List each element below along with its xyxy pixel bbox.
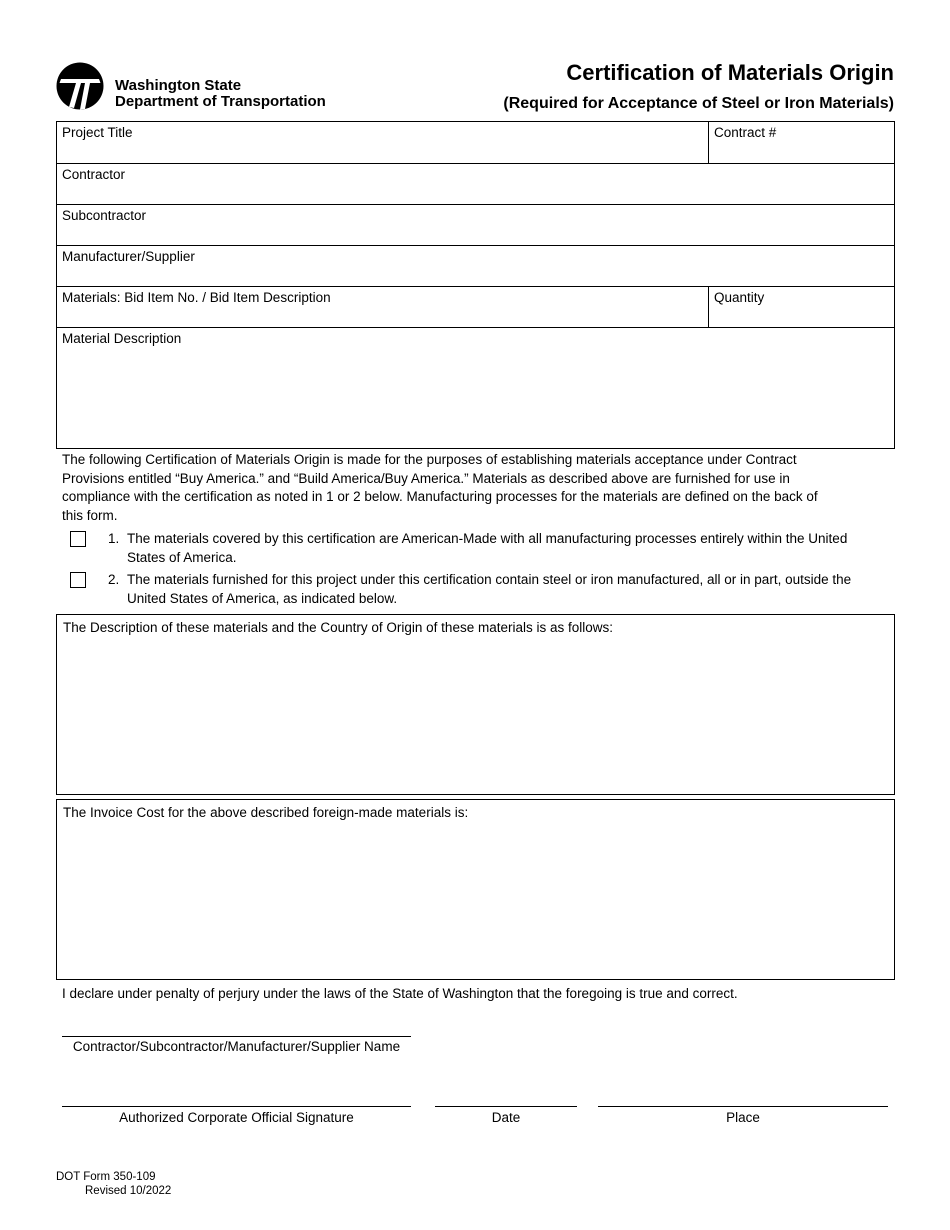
- organization-name-line2: Department of Transportation: [115, 93, 326, 110]
- description-origin-label: The Description of these materials and the Country of Origin of these materials is as follows:: [63, 620, 613, 635]
- wsdot-logo-icon: [56, 62, 104, 110]
- option-1-text: [127, 529, 887, 567]
- option-line: United States of America, as indicated below.: [127, 591, 398, 606]
- certification-intro: [62, 451, 862, 525]
- invoice-cost-field[interactable]: [56, 799, 895, 980]
- option-line: The materials covered by this certification are American-Made with all manufacturing processes entirely within the United: [127, 531, 848, 546]
- contract-number-label: Contract #: [714, 125, 777, 140]
- material-description-field[interactable]: [57, 328, 894, 448]
- option-2-checkbox[interactable]: [70, 572, 86, 588]
- date-line[interactable]: [435, 1106, 577, 1107]
- organization-name-line1: Washington State: [115, 77, 242, 94]
- manufacturer-supplier-field[interactable]: [57, 246, 894, 286]
- subcontractor-field[interactable]: [57, 205, 894, 245]
- signature-label: Authorized Corporate Official Signature: [119, 1110, 354, 1125]
- contractor-field[interactable]: [57, 164, 894, 204]
- option-1: [70, 529, 890, 569]
- declaration-text: I declare under penalty of perjury under the laws of the State of Washington that the foregoing is true and correct.: [62, 986, 738, 1001]
- form-number: DOT Form 350-109: [56, 1171, 156, 1183]
- materials-bid-item-label: Materials: Bid Item No. / Bid Item Description: [62, 290, 331, 305]
- quantity-field[interactable]: [709, 287, 894, 327]
- option-1-number: 1.: [108, 531, 120, 546]
- contractor-label: Contractor: [62, 167, 126, 182]
- materials-bid-item-field[interactable]: [57, 287, 708, 327]
- name-label: Contractor/Subcontractor/Manufacturer/Supplier Name: [72, 1039, 401, 1054]
- option-1-checkbox[interactable]: [70, 531, 86, 547]
- date-label: Date: [491, 1110, 521, 1125]
- manufacturer-supplier-label: Manufacturer/Supplier: [62, 249, 195, 264]
- form-subtitle: (Required for Acceptance of Steel or Iron Materials): [503, 95, 894, 112]
- project-title-field[interactable]: [57, 122, 708, 163]
- option-2-text: [127, 570, 887, 608]
- quantity-label: Quantity: [714, 290, 765, 305]
- material-description-label: Material Description: [62, 331, 182, 346]
- invoice-cost-label: The Invoice Cost for the above described foreign-made materials is:: [63, 805, 469, 820]
- intro-line: The following Certification of Materials Origin is made for the purposes of establishing materials acceptance under Contract: [62, 452, 797, 467]
- option-2-number: 2.: [108, 572, 120, 587]
- description-origin-field[interactable]: [56, 614, 895, 795]
- intro-line: Provisions entitled “Buy America.” and “Build America/Buy America.” Materials as described above are furnished for use in: [62, 470, 790, 486]
- name-signature-line[interactable]: [62, 1036, 411, 1037]
- project-title-label: Project Title: [62, 125, 133, 140]
- revision-date: Revised 10/2022: [85, 1185, 172, 1197]
- place-line[interactable]: [598, 1106, 888, 1107]
- option-2: [70, 570, 890, 610]
- intro-line: compliance with the certification as noted in 1 or 2 below. Manufacturing processes for the materials are defined on the back of: [62, 489, 818, 504]
- subcontractor-label: Subcontractor: [62, 208, 147, 223]
- intro-line: this form.: [62, 507, 118, 523]
- form-title: Certification of Materials Origin: [566, 60, 894, 85]
- contract-number-field[interactable]: [709, 122, 894, 163]
- place-label: Place: [726, 1110, 760, 1125]
- option-line: The materials furnished for this project under this certification contain steel or iron manufactured, all or in part, outside the: [127, 572, 852, 587]
- project-info-grid: [56, 121, 895, 449]
- option-line: States of America.: [127, 550, 237, 565]
- official-signature-line[interactable]: [62, 1106, 411, 1107]
